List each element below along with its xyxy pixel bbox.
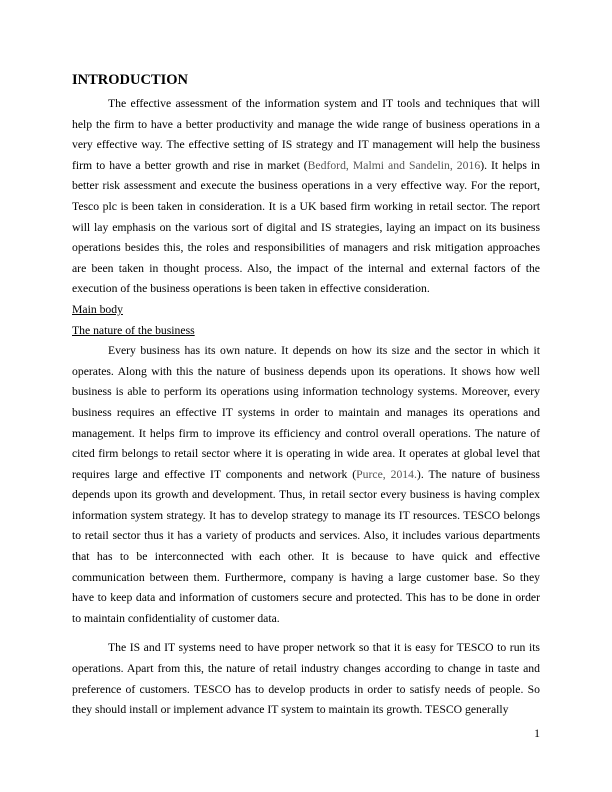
introduction-paragraph — [72, 94, 540, 300]
systems-paragraph: The IS and IT systems need to have proper network so that it is easy for TESCO to run its operations. Apart from this, the nature of retail industry changes according to change in taste and preference of customers. TESCO has to develop products in order to satisfy needs of people. So they should install or implement advance IT system to maintain its growth. TESCO generally — [72, 641, 540, 717]
intro-text-start: The effective assessment of the information system and IT tools and techniques that will help the firm to have a better productivity and manage the wide range of business operations in a very effective way. The effective setting of IS strategy and IT management will help the business firm to have a better growth and rise in market ( — [72, 97, 540, 172]
nature-text-end: ). The nature of business depends upon its growth and development. Thus, in retail sector every business is having complex information system strategy. It has to develop strategy to manage its IT resources. TESCO belongs to retail sector thus it has a variety of products and services. Also, it includes various departments that has to be interconnected with each other. It is because to have quick and effective communication between them. Furthermore, company is having a large customer base. So they have to keep data and information of customers secure and protected. This has to be done in order to maintain confidentiality of customer data. — [72, 467, 540, 625]
main-body-heading: Main body — [72, 302, 123, 316]
nature-of-business-heading: The nature of the business — [72, 323, 195, 337]
nature-citation: Purce, 2014. — [356, 467, 417, 481]
introduction-heading: INTRODUCTION — [72, 72, 189, 88]
nature-paragraph — [72, 341, 540, 629]
nature-text-start: Every business has its own nature. It depends on how its size and the sector in which it operates. Along with this the nature of business depends upon its operations. It shows how well business is able to perform its operations using information technology systems. Moreover, every business requires an effective IT systems in order to maintain and manages its operations and management. It helps firm to improve its efficiency and control overall operations. The nature of cited firm belongs to retail sector where it is operating in wide area. It operates at global level that requires large and effective IT components and network ( — [72, 344, 540, 481]
page-content — [72, 70, 540, 721]
intro-text-end: ). It helps in better risk assessment and execute the business operations in a very effective way. For the report, Tesco plc is been taken in consideration. It is a UK based firm working in retail sector. The report will lay emphasis on the various sort of digital and IS strategies, laying an impact on its business operations besides this, the roles and responsibilities of managers and risk mitigation approaches are been taken in thought process. Also, the impact of the internal and external factors of the execution of the business operations is been taken in effective consideration. — [72, 158, 540, 296]
page-number: 1 — [534, 727, 540, 740]
intro-citation: Bedford, Malmi and Sandelin, 2016 — [307, 158, 481, 172]
